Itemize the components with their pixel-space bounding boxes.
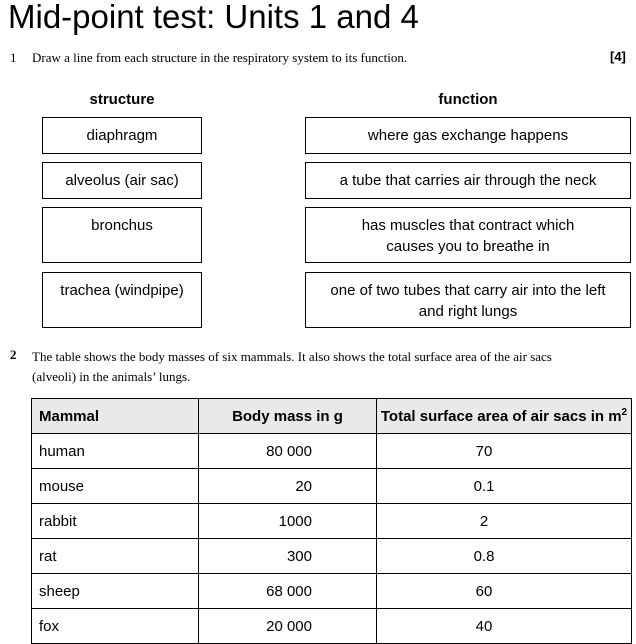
cell-body-mass: 80 000	[199, 434, 377, 469]
header-surface-area	[377, 399, 632, 434]
function-label-line-2: causes you to breathe in	[386, 238, 550, 255]
cell-surface-area: 70	[377, 434, 632, 469]
question-1-number: 1	[10, 50, 17, 65]
function-box-gas-exchange[interactable]	[305, 117, 631, 154]
function-label: a tube that carries air through the neck	[339, 172, 597, 189]
question-2-number: 2	[10, 347, 17, 362]
header-surface-area-text: Total surface area of air sacs in m	[380, 408, 622, 425]
question-1-marks: [4]	[610, 49, 626, 64]
structure-box-alveolus[interactable]	[42, 162, 202, 199]
table-row	[32, 574, 632, 609]
cell-mammal: rat	[32, 539, 199, 574]
structure-box-trachea[interactable]	[42, 272, 202, 328]
question-1-text: Draw a line from each structure in the respiratory system to its function.	[32, 50, 408, 65]
cell-body-mass: 300	[199, 539, 377, 574]
cell-mammal: rabbit	[32, 504, 199, 539]
cell-mammal: fox	[32, 609, 199, 644]
question-2-text: The table shows the body masses of six mammals. It also shows the total surface area of the air sacs (alveoli) in the animals’ lungs.	[32, 349, 552, 384]
structure-label: bronchus	[91, 217, 153, 234]
cell-surface-area: 2	[377, 504, 632, 539]
cell-body-mass: 68 000	[199, 574, 377, 609]
header-mammal: Mammal	[32, 399, 199, 434]
function-box-two-tubes[interactable]	[305, 272, 631, 328]
cell-mammal: sheep	[32, 574, 199, 609]
cell-mammal: human	[32, 434, 199, 469]
table-row	[32, 504, 632, 539]
function-label-line-1: one of two tubes that carry air into the left	[330, 282, 606, 299]
function-label-line-1: has muscles that contract which	[361, 217, 575, 234]
table-row	[32, 469, 632, 504]
structure-label: trachea (windpipe)	[60, 282, 184, 299]
cell-mammal: mouse	[32, 469, 199, 504]
header-surface-area-exponent: 2	[621, 407, 628, 418]
header-body-mass: Body mass in g	[199, 399, 377, 434]
cell-body-mass: 20	[199, 469, 377, 504]
cell-surface-area: 60	[377, 574, 632, 609]
function-box-tube-neck[interactable]	[305, 162, 631, 199]
structure-label: alveolus (air sac)	[65, 172, 179, 189]
structure-box-diaphragm[interactable]	[42, 117, 202, 154]
cell-surface-area: 40	[377, 609, 632, 644]
function-box-muscles[interactable]	[305, 207, 631, 263]
page-title: Mid-point test: Units 1 and 4	[8, 0, 419, 35]
cell-body-mass: 1000	[199, 504, 377, 539]
table-row	[32, 434, 632, 469]
cell-surface-area: 0.1	[377, 469, 632, 504]
structure-box-bronchus[interactable]	[42, 207, 202, 263]
table-header-row	[32, 399, 632, 434]
cell-body-mass: 20 000	[199, 609, 377, 644]
function-heading: function	[438, 91, 498, 108]
structure-heading: structure	[89, 91, 155, 108]
table-row	[32, 539, 632, 574]
structure-label: diaphragm	[86, 127, 158, 144]
function-label-line-2: and right lungs	[418, 303, 518, 320]
cell-surface-area: 0.8	[377, 539, 632, 574]
mammal-table	[31, 398, 632, 644]
function-label: where gas exchange happens	[367, 127, 569, 144]
table-row	[32, 609, 632, 644]
